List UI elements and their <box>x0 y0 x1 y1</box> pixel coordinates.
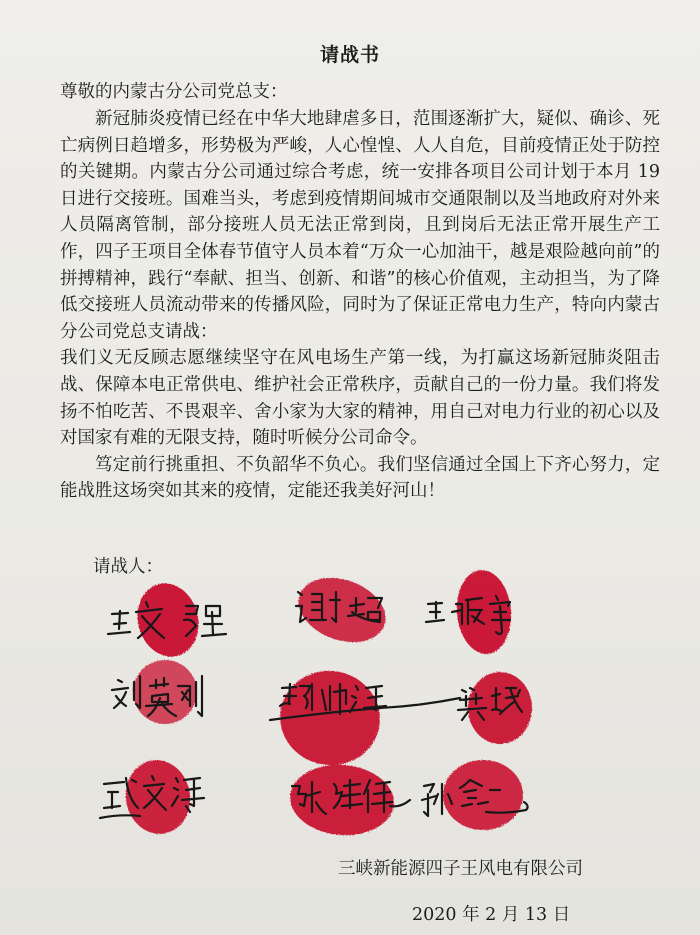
letter-date: 2020 年 2 月 13 日 <box>412 905 571 925</box>
letter-title: 请战书 <box>319 44 380 66</box>
company-name: 三峡新能源四子王风电有限公司 <box>338 859 583 879</box>
salutation: 尊敬的内蒙古分公司党总支： <box>60 82 288 102</box>
fingerprint <box>129 576 206 663</box>
fingerprint <box>443 760 523 830</box>
body-paragraph: 新冠肺炎疫情已经在中华大地肆虐多日，范围逐渐扩大，疑似、确诊、死亡病例日趋增多，形势极为严峻，人心惶惶、人人自危，目前疫情正处于防控的关键期。内蒙古分公司通过综合考虑，统一安排各项目公司计划于本月 19 日进行交接班。国难当头，考虑到疫情期间城市交通限制以及当地政府对外来人员隔离管制，部分接班人员无法正常到岗，且到岗后无法正常开展生产工作，四子王项目全体春节值守人员本着“万众一心加油干，越是艰险越向前”的拼搏精神，践行“奉献、担当、创新、和谐”的核心价值观，主动担当，为了降低交接班人员流动带来的传播风险，同时为了保证正常电力生产，特向内蒙古分公司党总支请战： <box>60 109 660 342</box>
body-paragraph: 我们义无反顾志愿继续坚守在风电场生产第一线，为打赢这场新冠肺炎阻击战、保障本电正常供电、维护社会正常秩序，贡献自己的一份力量。我们将发扬不怕吃苦、不畏艰辛、舍小家为大家的精神，用自己对电力行业的初心以及对国家有难的无限支持，随时听候分公司命令。 <box>60 348 660 449</box>
body-paragraph: 笃定前行挑重担、不负韶华不负心。我们坚信通过全国上下齐心努力，定能战胜这场突如其来的疫情，定能还我美好河山！ <box>60 454 660 502</box>
fingerprint <box>289 566 394 653</box>
signers-label: 请战人： <box>93 557 163 577</box>
fingerprint <box>287 761 397 840</box>
